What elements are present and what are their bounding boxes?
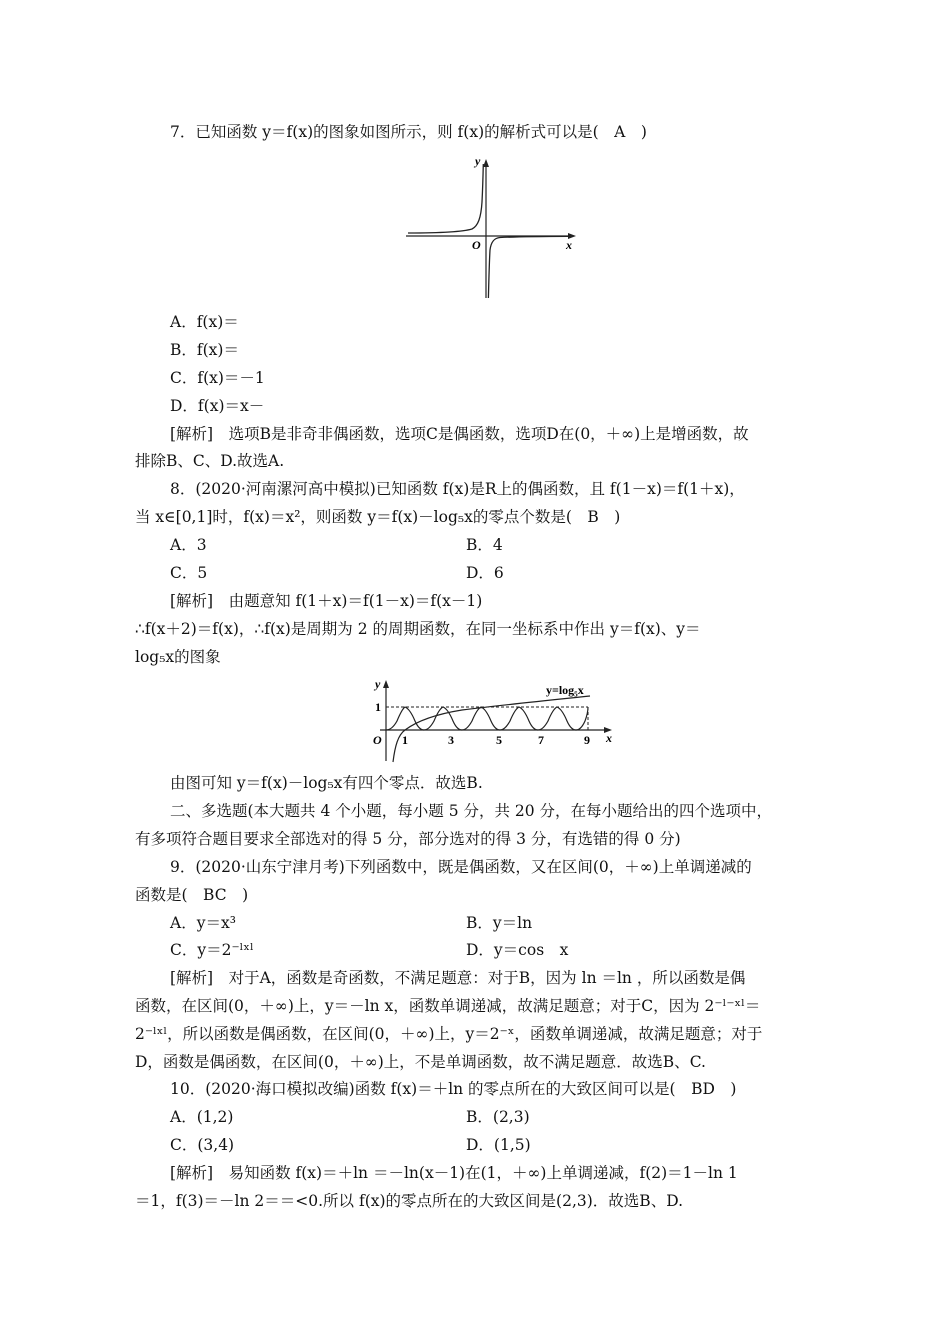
q10-option-a: A．(1,2)	[170, 1108, 234, 1126]
q10-option-c: C．(3,4)	[170, 1136, 235, 1154]
q8-graph	[362, 676, 622, 766]
q9-solution-line-2: 函数，在区间(0，＋∞)上，y＝－ln x，函数单调递减，故满足题意；对于C，因为 2⁻ˡ⁻ˣˡ＝	[135, 997, 761, 1015]
q10-stem: 10．(2020·海口模拟改编)函数 f(x)＝＋ln 的零点所在的大致区间可以是( BD )	[170, 1080, 737, 1098]
q9-option-a: A．y＝x³	[170, 914, 236, 932]
q7-curve-right	[488, 236, 568, 298]
q9-solution-line-4: D，函数是偶函数，在区间(0，＋∞)上，不是单调函数，故不满足题意．故选B、C.	[135, 1053, 706, 1071]
q8-y-label: y	[375, 677, 381, 691]
q7-y-label: y	[475, 154, 481, 168]
q9-stem-line-1: 9．(2020·山东宁津月考)下列函数中，既是偶函数，又在区间(0，＋∞)上单调递减的	[170, 858, 752, 876]
q8-solution-line-3: log₅x的图象	[135, 648, 221, 666]
q8-x-tick-9: 9	[584, 733, 590, 747]
q8-stem-line-1: 8．(2020·河南漯河高中模拟)已知函数 f(x)是R上的偶函数，且 f(1－x)＝f(1＋x)，	[170, 480, 745, 498]
q8-x-tick-labels	[402, 733, 590, 747]
q7-option-b: B．f(x)＝	[170, 341, 239, 359]
q8-y-tick-1: 1	[375, 700, 381, 714]
q7-option-a: A．f(x)＝	[170, 313, 239, 331]
q7-origin-label: O	[472, 238, 481, 252]
q8-option-d: D．6	[466, 564, 504, 582]
q7-graph	[400, 152, 590, 304]
q8-solution-line-4: 由图可知 y＝f(x)－log₅x有四个零点．故选B.	[170, 774, 483, 792]
q8-x-label: x	[606, 731, 612, 745]
q9-option-d: D．y＝cos x	[466, 941, 569, 959]
q10-solution-line-2: ＝1，f(3)＝－ln 2＝＝<0.所以 f(x)的零点所在的大致区间是(2,3)．故选B、D.	[135, 1192, 683, 1210]
q9-solution-line-1: [解析] 对于A，函数是奇函数，不满足题意：对于B，因为 ln ＝ln ，所以函数是偶	[170, 969, 746, 987]
q8-option-a: A．3	[170, 536, 207, 554]
q7-solution-line-1: [解析] 选项B是非奇非偶函数，选项C是偶函数，选项D在(0，＋∞)上是增函数，故	[170, 425, 749, 443]
q7-curve-left	[408, 164, 483, 233]
q8-periodic-curve	[386, 707, 588, 730]
q8-stem-line-2: 当 x∈[0,1]时，f(x)＝x²，则函数 y＝f(x)－log₅x的零点个数是( B )	[135, 508, 621, 526]
q9-solution-line-3: 2⁻ˡˣˡ，所以函数是偶函数，在区间(0，＋∞)上，y＝2⁻ˣ，函数单调递减，故满足题意；对于	[135, 1025, 763, 1043]
q10-option-b: B．(2,3)	[466, 1108, 530, 1126]
q8-x-tick-1: 1	[402, 733, 408, 747]
section2-heading-line-1: 二、多选题(本大题共 4 个小题，每小题 5 分，共 20 分，在每小题给出的四个选项中，	[170, 802, 773, 820]
q10-option-d: D．(1,5)	[466, 1136, 531, 1154]
q8-curve-label: y=log₅x	[546, 683, 584, 697]
q7-stem: 7．已知函数 y＝f(x)的图象如图所示，则 f(x)的解析式可以是( A )	[170, 123, 647, 141]
q10-solution-line-1: [解析] 易知函数 f(x)＝＋ln ＝－ln(x－1)在(1，＋∞)上单调递减，f(2)＝1－ln 1	[170, 1164, 738, 1182]
q8-x-tick-3: 3	[448, 733, 454, 747]
q8-y-arrow	[383, 680, 389, 688]
q7-solution-line-2: 排除B、C、D.故选A.	[135, 452, 285, 470]
q8-option-c: C．5	[170, 564, 208, 582]
q9-option-c: C．y＝2⁻ˡˣˡ	[170, 941, 254, 959]
q7-x-label: x	[566, 238, 572, 252]
q8-origin-label: O	[373, 733, 382, 747]
q9-option-b: B．y＝ln	[466, 914, 533, 932]
q8-x-tick-7: 7	[538, 733, 544, 747]
q8-x-tick-5: 5	[496, 733, 502, 747]
q8-log-curve	[393, 696, 590, 762]
section2-heading-line-2: 有多项符合题目要求全部选对的得 5 分，部分选对的得 3 分，有选错的得 0 分)	[135, 830, 681, 848]
q7-option-d: D．f(x)＝x－	[170, 397, 265, 415]
q8-option-b: B．4	[466, 536, 503, 554]
q9-stem-line-2: 函数是( BC )	[135, 886, 249, 904]
q7-option-c: C．f(x)＝－1	[170, 369, 265, 387]
q8-solution-line-2: ∴f(x＋2)＝f(x)，∴f(x)是周期为 2 的周期函数，在同一坐标系中作出 y＝f(x)、y＝	[135, 620, 701, 638]
q8-solution-line-1: [解析] 由题意知 f(1＋x)＝f(1－x)＝f(x－1)	[170, 592, 483, 610]
